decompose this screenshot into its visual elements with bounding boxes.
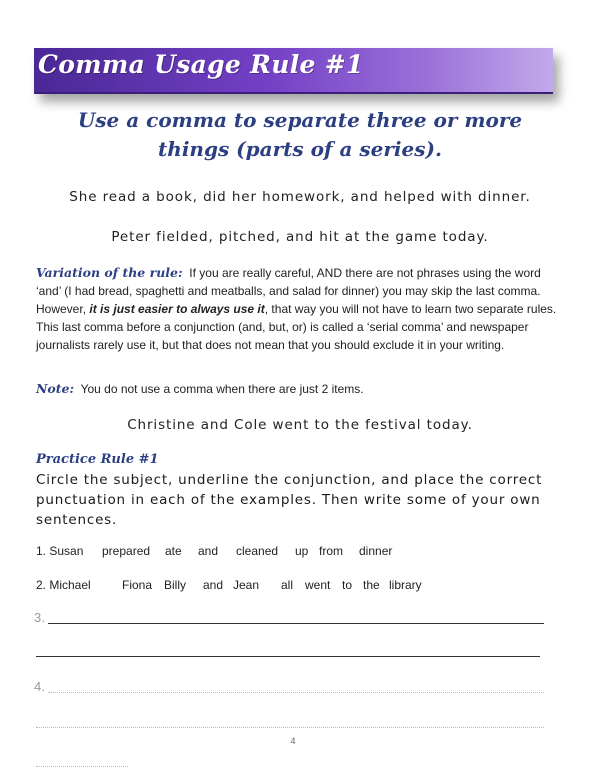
- title-banner: [34, 48, 553, 94]
- item-word: 2. Michael: [36, 578, 91, 592]
- rule-heading: Use a comma to separate three or more things (parts of a series).: [77, 108, 523, 161]
- note-example-sentence: Christine and Cole went to the festival today.: [127, 417, 473, 433]
- item-word: all: [281, 578, 294, 592]
- writing-line[interactable]: [48, 623, 544, 624]
- item-word: went: [305, 578, 331, 592]
- note-text: You do not use a comma when there are just 2 items.: [80, 382, 364, 396]
- item-word: 1. Susan: [36, 544, 84, 558]
- note-paragraph: [36, 380, 564, 398]
- item-word: Billy: [164, 578, 187, 592]
- writing-line-faint[interactable]: [48, 692, 544, 693]
- line-number-3: 3.: [34, 610, 45, 625]
- example-sentence-1: She read a book, did her homework, and helped with dinner.: [69, 189, 531, 205]
- practice-label: Practice Rule #1: [36, 452, 159, 467]
- variation-emphasis: it is just easier to always use it: [89, 302, 265, 316]
- example-sentence-2: Peter fielded, pitched, and hit at the game today.: [111, 229, 489, 245]
- writing-line-faint[interactable]: [36, 766, 128, 767]
- item-word: Fiona: [122, 578, 153, 592]
- item-word: and: [198, 544, 219, 558]
- item-word: prepared: [102, 544, 151, 558]
- variation-label: Variation of the rule:: [36, 265, 183, 280]
- item-word: and: [203, 578, 224, 592]
- variation-paragraph: [36, 264, 564, 354]
- line-number-4: 4.: [34, 679, 45, 694]
- variation-text-after: , that way you will not have to learn two separate rules. This last comma before a conjunction (and, but, or) is called a ‘serial comma’ and newspaper journalists rarely use it, but that does not mean that you should exclude it in your writing.: [36, 302, 557, 352]
- item-word: dinner: [359, 544, 393, 558]
- item-word: up: [295, 544, 309, 558]
- item-word: from: [319, 544, 343, 558]
- writing-line-faint[interactable]: [36, 727, 544, 728]
- item-word: Jean: [233, 578, 260, 592]
- note-label: Note:: [36, 381, 75, 396]
- page-number: 4: [290, 736, 296, 746]
- item-word: the: [363, 578, 380, 592]
- page-title: Comma Usage Rule #1: [38, 50, 364, 79]
- item-word: cleaned: [236, 544, 279, 558]
- item-word: to: [342, 578, 353, 592]
- writing-line[interactable]: [36, 656, 540, 657]
- item-word: ate: [165, 544, 182, 558]
- item-word: library: [389, 578, 422, 592]
- practice-instructions: Circle the subject, underline the conjunction, and place the correct punctuation in each of the examples. Then write some of your own sentences.: [36, 472, 543, 528]
- variation-text-before: If you are really careful, AND there are not phrases using the word ‘and’ (I had bread, spaghetti and meatballs, and salad for dinner) you may skip the last comma. However,: [36, 266, 541, 316]
